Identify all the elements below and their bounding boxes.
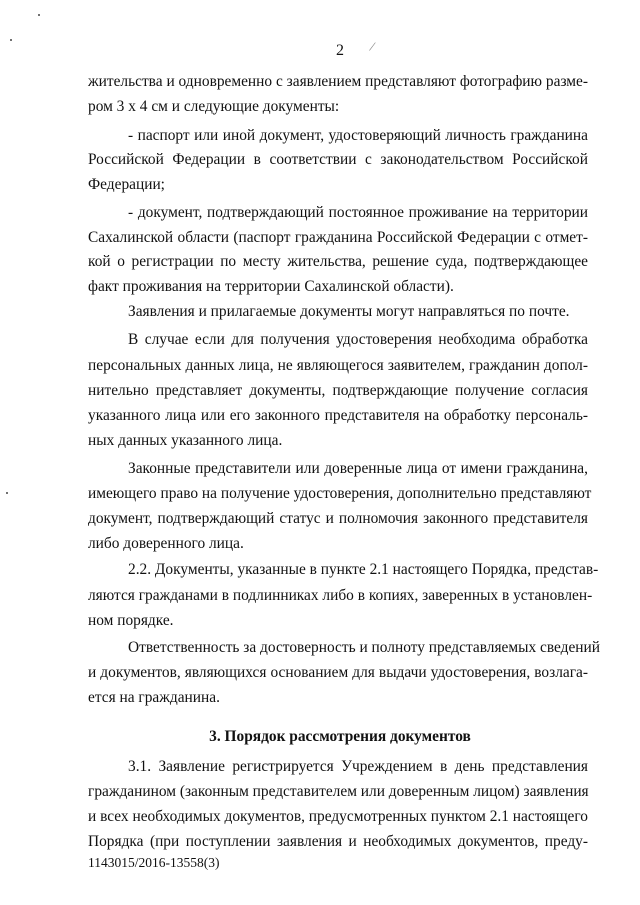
document-code: 1143015/2016-13558(3) [88, 855, 220, 870]
section-heading: 3. Порядок рассмотрения документов [209, 728, 471, 745]
text-line: жительства и одновременно с заявлением представляют фотографию разме- [88, 73, 588, 90]
text-line: В случае если для получения удостоверения необходима обработка [128, 331, 588, 348]
text-line: ных данных указанного лица. [88, 432, 283, 449]
text-line: 2.2. Документы, указанные в пункте 2.1 настоящего Порядка, представ- [128, 561, 599, 578]
scan-speck [38, 14, 40, 16]
text-line: факт проживания на территории Сахалинской области). [88, 278, 454, 295]
pen-mark: / [367, 39, 377, 56]
text-line: Законные представители или доверенные лица от имени гражданина, [128, 460, 588, 477]
text-line: и документов, являющихся основанием для выдачи удостоверения, возлага- [88, 664, 588, 681]
text-line: либо доверенного лица. [88, 535, 244, 552]
text-line: Российской Федерации в соответствии с законодательством Российской [88, 151, 588, 168]
scan-speck [10, 39, 12, 41]
text-line: ется на гражданина. [88, 689, 220, 706]
text-line: ном порядке. [88, 612, 174, 629]
text-line: 3.1. Заявление регистрируется Учреждением в день представления [128, 758, 588, 775]
text-line: и всех необходимых документов, предусмотренных пунктом 2.1 настоящего [88, 808, 588, 825]
text-line: Федерации; [88, 176, 165, 193]
scan-speck [6, 492, 8, 494]
text-line: ляются гражданами в подлинниках либо в копиях, заверенных в установлен- [88, 587, 593, 604]
text-line: гражданином (законным представителем или доверенным лицом) заявления [88, 783, 589, 800]
text-line: нительно представляет документы, подтверждающие получение согласия [88, 382, 588, 399]
text-line: - паспорт или иной документ, удостоверяющий личность гражданина [128, 127, 588, 144]
text-line: персональных данных лица, не являющегося заявителем, гражданин допол- [88, 357, 588, 374]
text-line: указанного лица или его законного представителя на обработку персональ- [88, 407, 588, 424]
text-line: ром 3 х 4 см и следующие документы: [88, 98, 340, 115]
text-line: Заявления и прилагаемые документы могут направляться по почте. [128, 303, 570, 320]
text-line: Ответственность за достоверность и полноту представляемых сведений [128, 639, 600, 656]
text-line: кой о регистрации по месту жительства, решение суда, подтверждающее [88, 253, 588, 270]
text-line: имеющего право на получение удостоверения, дополнительно представляют [88, 485, 592, 502]
text-line: Сахалинской области (паспорт гражданина Российской Федерации с отмет- [88, 229, 588, 246]
text-line: Порядка (при поступлении заявления и необходимых документов, преду- [88, 833, 588, 850]
text-line: документ, подтверждающий статус и полномочия законного представителя [88, 510, 588, 527]
text-line: - документ, подтверждающий постоянное проживание на территории [128, 204, 588, 221]
page-number: 2 [336, 42, 344, 59]
